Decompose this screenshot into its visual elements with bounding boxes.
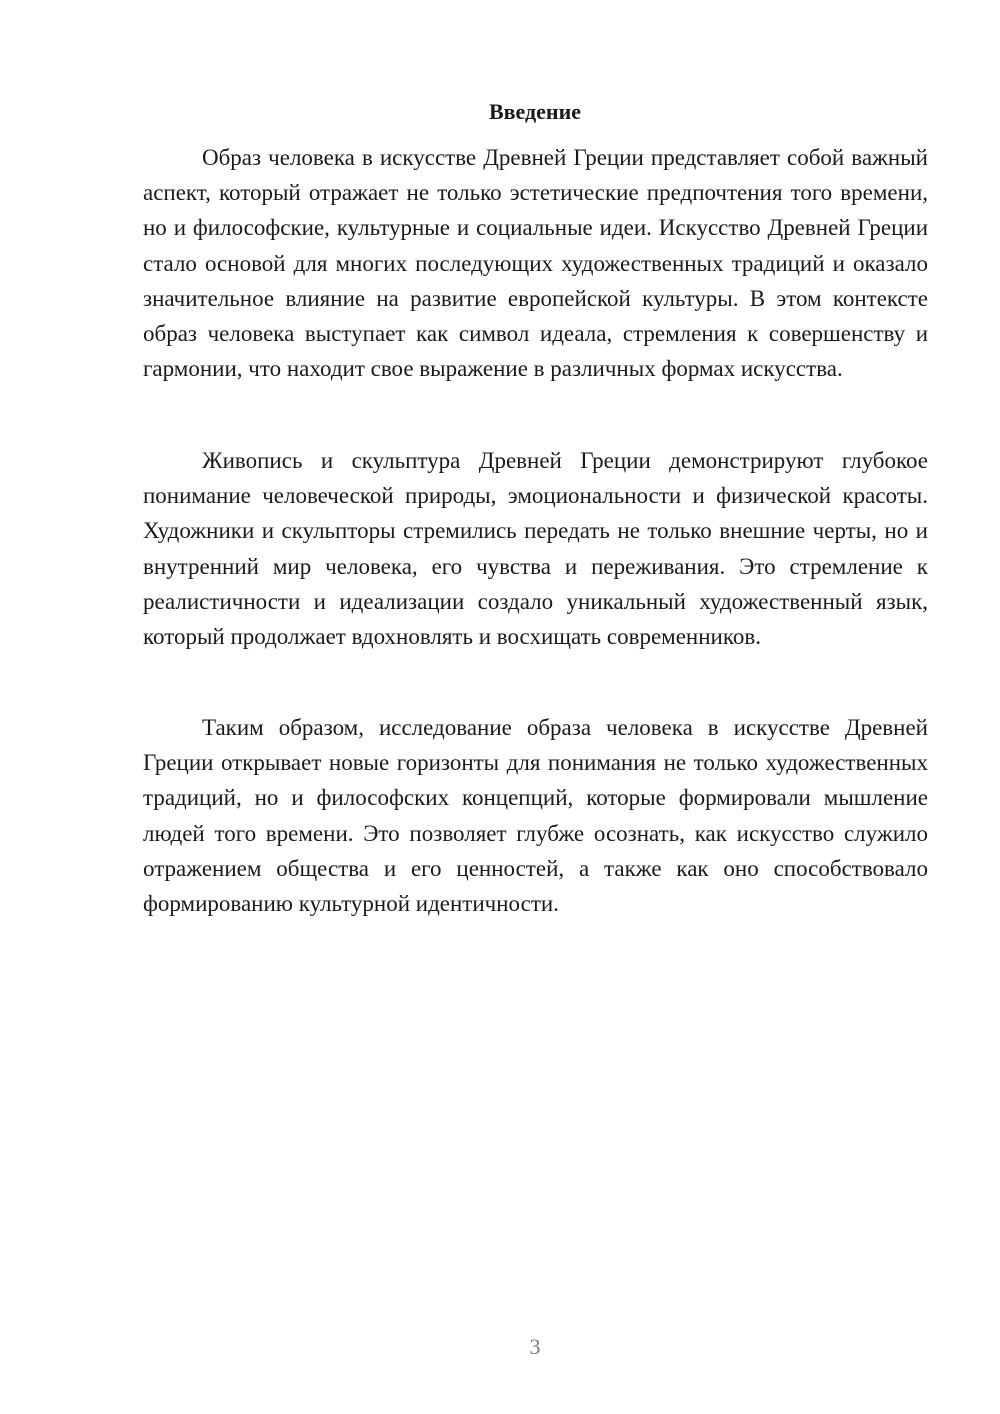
page-number: 3 — [529, 1334, 541, 1359]
paragraph-2: Живопись и скульптура Древней Греции демонстрируют глубокое понимание человеческой природы, эмоциональности и физической красоты. Художники и скульпторы стремились передать не только внешние черты, но и внутренний мир человека, его чувства и переживания. Это стремление к реалистичности и идеализации создало уникальный художественный язык, который продолжает вдохновлять и восхищать современников. — [143, 448, 928, 650]
paragraph-3: Таким образом, исследование образа человека в искусстве Древней Греции открывает новые горизонты для понимания не только художественных традиций, но и философских концепций, которые формировали мышление людей того времени. Это позволяет глубже осознать, как искусство служило отражением общества и его ценностей, а также как оно способствовало формированию культурной идентичности. — [143, 715, 928, 917]
paragraph-1: Образ человека в искусстве Древней Греции представляет собой важный аспект, который отражает не только эстетические предпочтения того времени, но и философские, культурные и социальные идеи. Искусство Древней Греции стало основой для многих последующих художественных традиций и оказало значительное влияние на развитие европейской культуры. В этом контексте образ человека выступает как символ идеала, стремления к совершенству и гармонии, что находит свое выражение в различных формах искусства. — [143, 145, 928, 382]
page-title: Введение — [488, 99, 582, 124]
